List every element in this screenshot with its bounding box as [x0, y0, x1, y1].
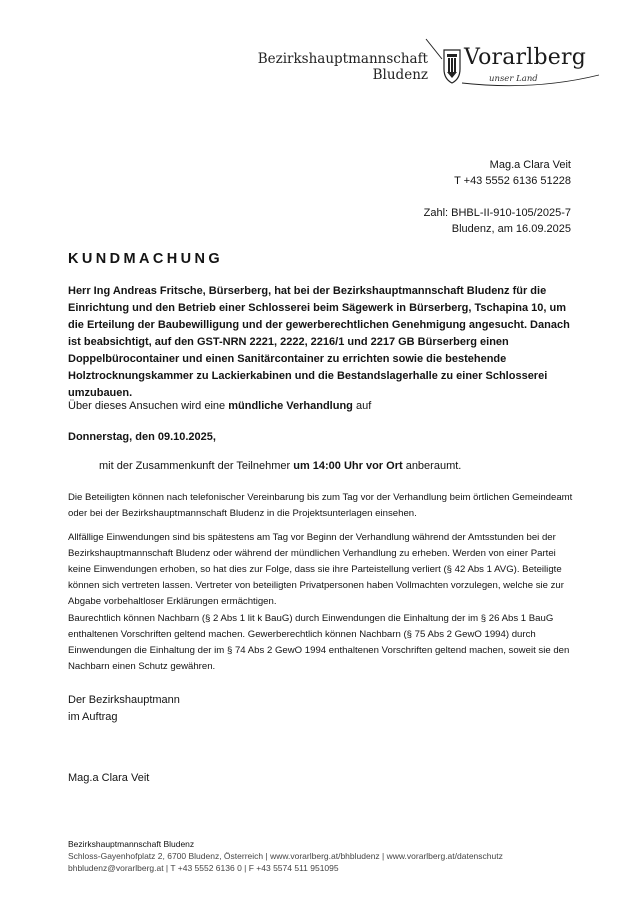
signature-line2: im Auftrag: [68, 711, 118, 723]
signature-block: [68, 692, 578, 726]
hearing-text-post: auf: [352, 400, 372, 412]
brand-tagline: unser Land: [489, 74, 538, 84]
inspection-paragraph: Die Beteiligten können nach telefonischer Vereinbarung bis zum Tag vor der Verhandlung beim örtlichen Gemeindeamt oder bei der Bezirkshauptmannschaft Bludenz in die Projektsunterlagen einsehen.: [68, 492, 573, 519]
document-title: KUNDMACHUNG: [68, 251, 224, 267]
reference-block: [424, 205, 571, 237]
office-name-line1: Bezirkshauptmannschaft: [257, 51, 428, 67]
contact-name: Mag.a Clara Veit: [489, 159, 571, 171]
signature-line1: Der Bezirkshauptmann: [68, 694, 180, 706]
hearing-meeting: [99, 458, 579, 475]
office-name: [258, 51, 428, 83]
meeting-time: um 14:00 Uhr vor Ort: [293, 460, 403, 472]
hearing-date: Donnerstag, den 09.10.2025,: [68, 431, 216, 443]
meeting-text-post: anberaumt.: [402, 460, 462, 472]
office-name-line2: Bludenz: [372, 67, 428, 83]
signatory-name: Mag.a Clara Veit: [68, 772, 150, 784]
meeting-text-pre: mit der Zusammenkunft der Teilnehmer: [99, 460, 294, 472]
hearing-announcement: [68, 398, 578, 415]
footer-address: Schloss-Gayenhofplatz 2, 6700 Bludenz, Österreich | www.vorarlberg.at/bhbludenz | www.vorarlberg.at/datenschutz: [68, 851, 503, 861]
neighbours-paragraph: Baurechtlich können Nachbarn (§ 2 Abs 1 lit k BauG) durch Einwendungen die Einhaltung der im § 26 Abs 1 BauG enthaltenen Vorschriften geltend machen. Gewerberechtlich können Nachbarn (§ 75 Abs 2 GewO 1994) durch Einwendungen die Einhaltung der im § 74 Abs 2 GewO 1994 enthaltenen Vorschriften geltend machen, soweit sie den Nachbarn einen Schutz gewähren.: [68, 613, 570, 672]
vorarlberg-logo: [424, 37, 614, 97]
brand-name: Vorarlberg: [464, 45, 587, 70]
footer-contact: bhbludenz@vorarlberg.at | T +43 5552 6136 0 | F +43 5574 511 951095: [68, 863, 339, 873]
contact-phone: T +43 5552 6136 51228: [454, 175, 571, 187]
hearing-text-pre: Über dieses Ansuchen wird eine: [68, 400, 229, 412]
reference-number: Zahl: BHBL-II-910-105/2025-7: [423, 207, 571, 219]
objections-paragraph: Allfällige Einwendungen sind bis spätestens am Tag vor Beginn der Verhandlung während der Amtsstunden bei der Bezirkshauptmannschaft Bludenz oder während der mündlichen Verhandlung zu erheben. Werden von einer Partei keine Einwendungen erhoben, so hat dies zur Folge, dass sie ihre Parteistellung verliert (§ 42 Abs 1 AVG). Beteiligte können sich vertreten lassen. Vertreter von beteiligten Privatpersonen haben Vollmachten vorzulegen, welche sie zur Abgabe vorbehaltloser Erklärungen ermächtigen.: [68, 532, 564, 607]
footer-office-name: Bezirkshauptmannschaft Bludenz: [68, 839, 195, 849]
intro-paragraph: Herr Ing Andreas Fritsche, Bürserberg, hat bei der Bezirkshauptmannschaft Bludenz für die Einrichtung und den Betrieb einer Schlosserei beim Sägewerk in Bürserberg, Tschapina 10, um die Erteilung der Baubewilligung und der gewerberechtlichen Genehmigung angesucht. Danach ist beabsichtigt, auf den GST-NRN 2221, 2222, 2216/1 und 2217 GB Bürserberg einen Doppelbürocontainer und einen Sanitärcontainer zu errichten sowie die bestehende Holztrocknungskammer zu Lackierkabinen und die Bestandslagerhalle zu einer Schlosserei umzubauen.: [68, 285, 570, 399]
hearing-text-bold: mündliche Verhandlung: [228, 400, 353, 412]
footer: [68, 838, 608, 874]
contact-block: [454, 157, 571, 189]
place-date: Bludenz, am 16.09.2025: [451, 223, 571, 235]
